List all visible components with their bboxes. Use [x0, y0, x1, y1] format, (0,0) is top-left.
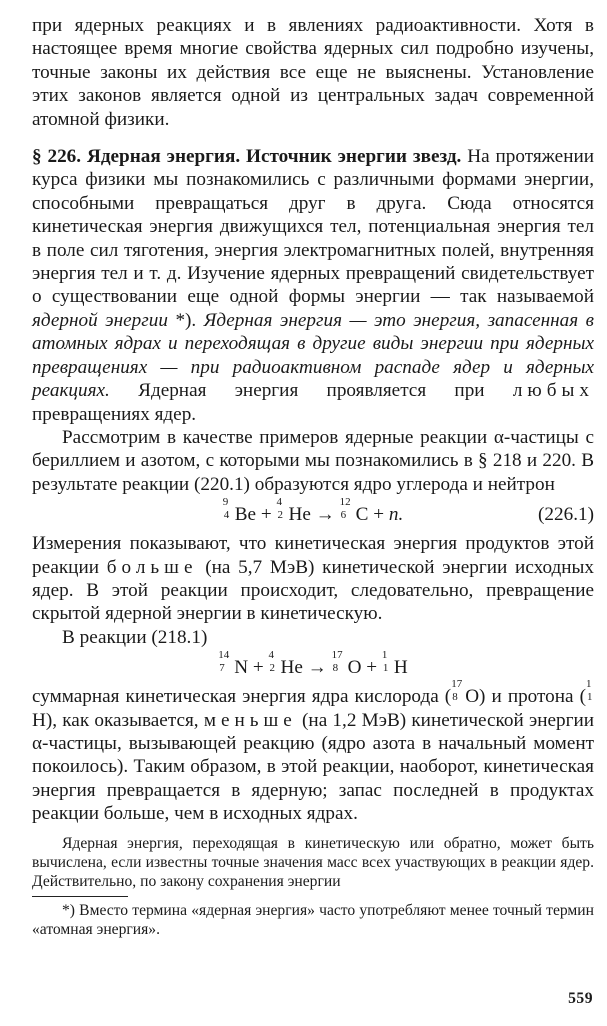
section-paragraph-5: суммарная кинетическая энергия ядра кислорода ( 17 8 O) и протона ( 1 1 H), как оказывается, меньше (на 1,2 МэВ) кинетической энергии α-частицы, вызывающей реакцию (ядро азота в начальный момент покоилось). Таким образом, в этой реакции, наоборот, кинетическая энергия превращается в ядерную; запас последней в продуктах реакции больше, чем в исходных ядрах. — [32, 678, 595, 825]
p1-spaced-word: любых — [512, 380, 595, 402]
formula-226-1 — [32, 498, 594, 532]
h-isotope-inline: 1 1 — [585, 678, 593, 704]
c-isotope-numbers: 12 6 — [339, 496, 351, 522]
p1-italic-definition: Ядерная энергия — это энергия, запасенная в атомных ядрах и переходящая в другие виды энергии при ядерных превращениях — при радиоактивном распаде ядер и ядерных реакциях. — [32, 309, 594, 402]
small-print-block — [32, 834, 594, 892]
arrow-icon-2: → — [307, 657, 327, 679]
section-paragraph-4: В реакции (218.1) — [62, 626, 208, 648]
formula-number: (226.1) — [538, 504, 594, 526]
section-paragraph-1 — [32, 145, 594, 426]
arrow-icon: → — [315, 504, 335, 526]
section-paragraph-3: Измерения показывают, что кинетическая энергия продуктов этой реакции больше (на 5,7 МэВ) кинетической энергии исходных ядер. В этой реакции происходит, следовательно, превращение скрытой ядерной энергии в кинетическую. — [32, 533, 594, 625]
p1-text-a: На протяжении курса физики мы познакомились с различными формами энергии, способными превращаться друг в друга. Сюда относятся кинетическая энергия движущихся тел, потенциальная энергия тел в поле сил тяготения, энергия электромагнитных полей, внутренняя энергия тел и т. д. Изучение ядерных превращений свидетельствует о существовании еще одной формы энергии — так называемой — [32, 146, 595, 308]
o-isotope-inline: 17 8 — [451, 678, 463, 704]
be-isotope-numbers: 9 4 — [222, 496, 230, 522]
section-heading: § 226. Ядерная энергия. Источник энергии звезд. — [32, 146, 462, 168]
formula-218-1-expression: 14 7 N + 4 2 He → 17 8 O + 1 1 H — [218, 649, 408, 679]
footnote — [32, 901, 594, 940]
p1-italic-term: ядерной энергии — [32, 309, 168, 331]
footnote-mark: *). — [175, 309, 197, 331]
he-isotope-numbers: 4 2 — [276, 496, 283, 522]
p5-spaced-word: меньше — [203, 709, 297, 731]
footnote-divider — [32, 896, 128, 897]
page-content — [32, 14, 594, 940]
h-isotope-numbers: 1 1 — [381, 649, 389, 675]
p1-text-b: Ядерная энергия проявляется при — [138, 380, 485, 402]
p3-spaced-word: больше — [106, 556, 198, 578]
formula-226-1-expression: 9 4 Be + 4 2 He → 12 6 C + n. — [222, 496, 404, 526]
formula-218-1 — [32, 651, 594, 685]
top-paragraph: при ядерных реакциях и в явлениях радиоактивности. Хотя в настоящее время многие свойства ядерных сил подробно изучены, точные законы их действия все еще не выяснены. Установление этих законов является одной из центральных задач современной атомной физики. — [32, 15, 594, 130]
o-isotope-numbers: 17 8 — [331, 649, 343, 675]
he-isotope-numbers-2: 4 2 — [268, 649, 275, 675]
small-paragraph: Ядерная энергия, переходящая в кинетическую или обратно, может быть вычислена, если известны точные значения масс всех участвующих в реакции ядер. Действительно, по закону сохранения энергии — [32, 834, 594, 891]
section-paragraph-2: Рассмотрим в качестве примеров ядерные реакции α-частицы с бериллием и азотом, с которыми мы познакомились в § 218 и 220. В результате реакции (220.1) образуются ядро углерода и нейтрон — [32, 426, 594, 495]
p1-text-c: превращениях ядер. — [32, 403, 197, 425]
page-number: 559 — [568, 990, 593, 1007]
n-isotope-numbers: 14 7 — [218, 649, 230, 675]
footnote-text: *) Вместо термина «ядерная энергия» часто употребляют менее точный термин «атомная энергия». — [32, 901, 594, 939]
